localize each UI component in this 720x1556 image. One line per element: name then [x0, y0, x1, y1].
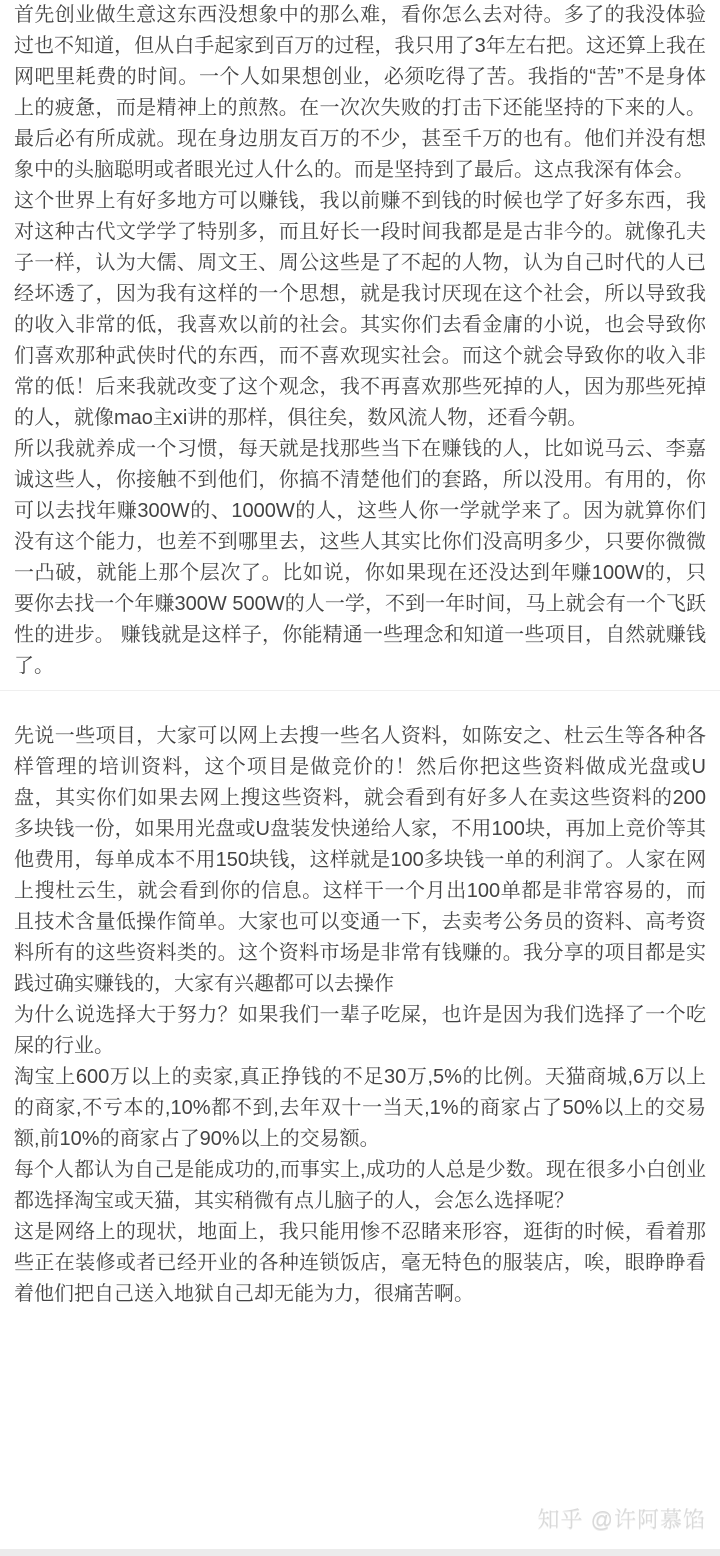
paragraph: 这是网络上的现状，地面上，我只能用惨不忍睹来形容，逛街的时候，看着那些正在装修或者已经开业的各种连锁饭店，毫无特色的服装店，唉，眼睁睁看着他们把自己送入地狱自己却无能为力，很痛苦啊。	[14, 1221, 706, 1305]
paragraph: 每个人都认为自己是能成功的,而事实上,成功的人总是少数。现在很多小白创业都选择淘宝或天猫，其实稍微有点儿脑子的人，会怎么选择呢？	[14, 1159, 706, 1212]
paragraph: 为什么说选择大于努力？如果我们一辈子吃屎，也许是因为我们选择了一个吃屎的行业。	[14, 1004, 706, 1057]
bottom-bar	[0, 1549, 720, 1556]
paragraph: 首先创业做生意这东西没想象中的那么难，看你怎么去对待。多了的我没体验过也不知道，但从白手起家到百万的过程，我只用了3年左右把。这还算上我在网吧里耗费的时间。一个人如果想创业，必须吃得了苦。我指的“苦”不是身体上的疲惫，而是精神上的煎熬。在一次次失败的打击下还能坚持的下来的人。最后必有所成就。现在身边朋友百万的不少，甚至千万的也有。他们并没有想象中的头脑聪明或者眼光过人什么的。而是坚持到了最后。这点我深有体会。	[14, 4, 706, 181]
article-body-continued	[0, 721, 720, 1310]
paragraph: 先说一些项目，大家可以网上去搜一些名人资料，如陈安之、杜云生等各种各样管理的培训资料，这个项目是做竞价的！然后你把这些资料做成光盘或U盘，其实你们如果去网上搜这些资料，就会看到有好多人在卖这些资料的200多块钱一份，如果用光盘或U盘装发快递给人家，不用100块，再加上竞价等其他费用，每单成本不用150块钱，这样就是100多块钱一单的利润了。人家在网上搜杜云生，就会看到你的信息。这样干一个月出100单都是非常容易的，而且技术含量低操作简单。大家也可以变通一下，去卖考公务员的资料、高考资料所有的这些资料类的。这个资料市场是非常有钱赚的。我分享的项目都是实践过确实赚钱的，大家有兴趣都可以去操作	[14, 725, 706, 995]
divider	[0, 690, 720, 691]
zhihu-watermark: 知乎 @许阿慕馅	[537, 1507, 706, 1532]
article-body	[0, 0, 720, 682]
paragraph: 淘宝上600万以上的卖家,真正挣钱的不足30万,5%的比例。天猫商城,6万以上的商家,不亏本的,10%都不到,去年双十一当天,1%的商家占了50%以上的交易额,前10%的商家占了90%以上的交易额。	[14, 1066, 706, 1150]
paragraph: 这个世界上有好多地方可以赚钱，我以前赚不到钱的时候也学了好多东西，我对这种古代文学学了特别多，而且好长一段时间我都是是古非今的。就像孔夫子一样，认为大儒、周文王、周公这些是了不起的人物，认为自己时代的人已经坏透了，因为我有这样的一个思想，就是我讨厌现在这个社会，所以导致我的收入非常的低，我喜欢以前的社会。其实你们去看金庸的小说，也会导致你们喜欢那种武侠时代的东西，而不喜欢现实社会。而这个就会导致你的收入非常的低！后来我就改变了这个观念，我不再喜欢那些死掉的人，因为那些死掉的人，就像mao主xi讲的那样，俱往矣，数风流人物，还看今朝。	[14, 190, 706, 429]
paragraph: 所以我就养成一个习惯，每天就是找那些当下在赚钱的人，比如说马云、李嘉诚这些人，你接触不到他们，你搞不清楚他们的套路，所以没用。有用的，你可以去找年赚300W的、1000W的人，这些人你一学就学来了。因为就算你们没有这个能力，也差不到哪里去，这些人其实比你们没高明多少，只要你微微一凸破，就能上那个层次了。比如说，你如果现在还没达到年赚100W的，只要你去找一个年赚300W 500W的人一学，不到一年时间，马上就会有一个飞跃性的进步。 赚钱就是这样子，你能精通一些理念和知道一些项目，自然就赚钱了。	[14, 438, 706, 677]
